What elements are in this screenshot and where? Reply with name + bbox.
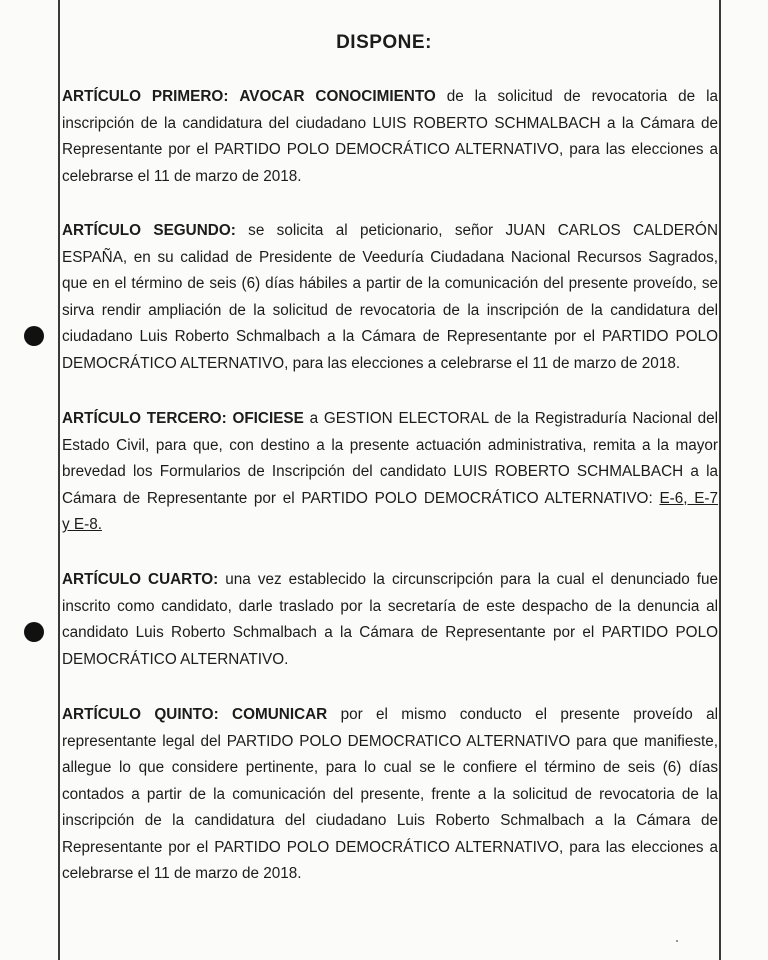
article-line: DEMOCRÁTICO ALTERNATIVO, para las elecciones a celebrarse el 11 de marzo de 2018. <box>62 354 681 372</box>
article-line: ESPAÑA, en su calidad de Presidente de Veeduría Ciudadana Nacional Recursos Sagrados, <box>62 248 718 266</box>
article-action: COMUNICAR <box>232 706 328 723</box>
article-text: por el mismo conducto el presente proveído al <box>340 706 719 723</box>
article-heading: ARTÍCULO TERCERO: <box>62 410 227 427</box>
article-line: inscripción de la candidatura del ciudadano LUIS ROBERTO SCHMALBACH a la Cámara de <box>62 114 718 132</box>
article-line: DEMOCRÁTICO ALTERNATIVO. <box>62 650 289 668</box>
document-title: DISPONE: <box>336 32 432 53</box>
article-line <box>62 567 718 594</box>
article-heading: ARTÍCULO QUINTO: <box>62 706 219 723</box>
article-line: Representante por el PARTIDO POLO DEMOCRÁTICO ALTERNATIVO, para las elecciones a <box>62 141 718 158</box>
article-heading: ARTÍCULO PRIMERO: <box>62 88 229 105</box>
article-line: candidato Luis Roberto Schmalbach a la Cámara de Representante por el PARTIDO POLO <box>62 624 718 641</box>
article-line <box>62 702 718 729</box>
article-quinto <box>62 702 718 888</box>
article-line: inscrito como candidato, darle traslado por la secretaría de este despacho de la denuncia al <box>62 597 718 615</box>
article-line: que en el término de seis (6) días hábiles a partir de la comunicación del presente proveído, se <box>62 275 718 292</box>
article-heading: ARTÍCULO SEGUNDO: <box>62 222 236 239</box>
article-line: celebrarse el 11 de marzo de 2018. <box>62 865 302 882</box>
article-line: Estado Civil, para que, con destino a la presente actuación administrativa, remita a la mayor <box>62 436 718 454</box>
article-line: Representante por el PARTIDO POLO DEMOCRÁTICO ALTERNATIVO, para las elecciones a <box>62 838 718 856</box>
article-line: celebrarse el 11 de marzo de 2018. <box>62 167 302 185</box>
article-primero <box>62 84 718 190</box>
punch-hole-icon <box>24 326 44 346</box>
article-line: brevedad los Formularios de Inscripción del candidato LUIS ROBERTO SCHMALBACH a la <box>62 463 718 480</box>
article-text: a GESTION ELECTORAL de la Registraduría Nacional del <box>309 410 719 427</box>
article-line <box>62 486 718 513</box>
article-text: de la solicitud de revocatoria de la <box>446 88 719 105</box>
article-action: OFICIESE <box>232 410 304 427</box>
form-codes-end: y E-8. <box>62 516 102 533</box>
article-heading: ARTÍCULO CUARTO: <box>62 571 219 588</box>
article-action: AVOCAR CONOCIMIENTO <box>239 88 436 105</box>
article-line <box>62 218 718 245</box>
article-segundo <box>62 218 718 377</box>
right-border-line <box>719 0 721 960</box>
scan-speck <box>676 940 678 942</box>
article-text: Cámara de Representante por el PARTIDO POLO DEMOCRÁTICO ALTERNATIVO: <box>62 489 653 507</box>
left-border-line <box>58 0 60 960</box>
article-cuarto <box>62 567 718 673</box>
article-line: ciudadano Luis Roberto Schmalbach a la Cámara de Representante por el PARTIDO POLO <box>62 328 718 345</box>
article-tercero <box>62 406 718 539</box>
article-line: allegue lo que considere pertinente, para lo cual se le confiere el término de seis (6) días <box>62 759 718 776</box>
article-line: inscripción de la candidatura del ciudadano Luis Roberto Schmalbach a la Cámara de <box>62 812 718 829</box>
article-line <box>62 84 718 111</box>
form-codes: E-6, E-7 <box>659 489 719 507</box>
article-line: representante legal del PARTIDO POLO DEMOCRATICO ALTERNATIVO para que manifieste, <box>62 732 718 750</box>
article-line: contados a partir de la comunicación del presente, frente a la solicitud de revocatoria de la <box>62 785 718 803</box>
article-line <box>62 406 718 433</box>
article-text: se solicita al peticionario, señor JUAN CARLOS CALDERÓN <box>248 222 719 239</box>
punch-hole-icon <box>24 622 44 642</box>
article-line: sirva rendir ampliación de la solicitud de revocatoria de la inscripción de la candidatura del <box>62 301 718 319</box>
article-text: una vez establecido la circunscripción para la cual el denunciado fue <box>225 571 718 588</box>
